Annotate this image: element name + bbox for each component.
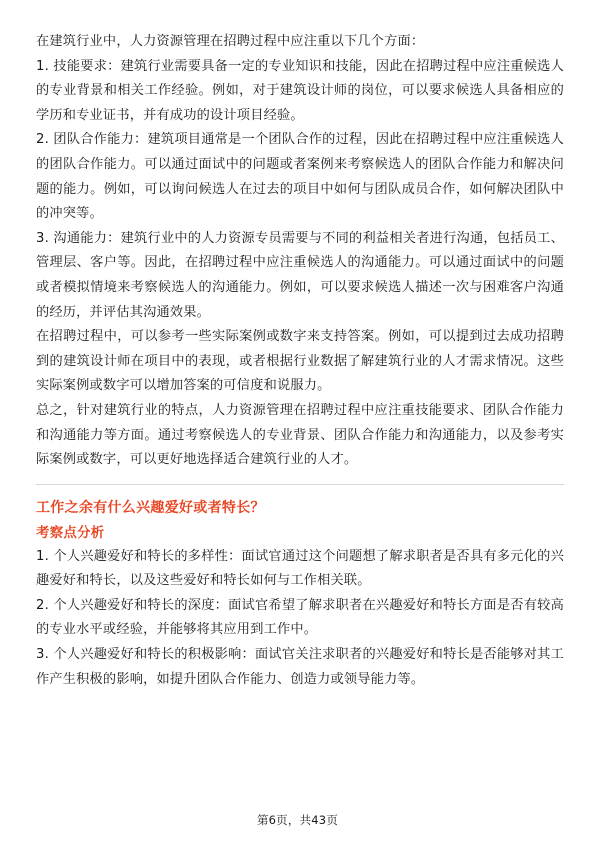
analysis-item: 1. 个人兴趣爱好和特长的多样性：面试官通过这个问题想了解求职者是否具有多元化的兴趣爱好和特长，以及这些爱好和特长如何与工作相关联。 bbox=[36, 548, 564, 589]
section-divider bbox=[36, 484, 564, 485]
point-skills-paragraph: 1. 技能要求：建筑行业需要具备一定的专业知识和技能，因此在招聘过程中应注重候选人的专业背景和相关工作经验。例如，对于建筑设计师的岗位，可以要求候选人具备相应的学历和专业证书，并有成功的设计项目经验。 bbox=[36, 58, 564, 123]
cases-paragraph: 在招聘过程中，可以参考一些实际案例或数字来支持答案。例如，可以提到过去成功招聘到的建筑设计师在项目中的表现，或者根据行业数据了解建筑行业的人才需求情况。这些实际案例或数字可以增加答案的可信度和说服力。 bbox=[36, 329, 564, 394]
point-communication-paragraph: 3. 沟通能力：建筑行业中的人力资源专员需要与不同的利益相关者进行沟通，包括员工、管理层、客户等。因此，在招聘过程中应注重候选人的沟通能力。可以通过面试中的问题或者模拟情境来考察候选人的沟通能力。例如，可以要求候选人描述一次与困难客户沟通的经历，并评估其沟通效果。 bbox=[36, 230, 564, 320]
summary-paragraph: 总之，针对建筑行业的特点，人力资源管理在招聘过程中应注重技能要求、团队合作能力和沟通能力等方面。通过考察候选人的专业背景、团队合作能力和沟通能力，以及参考实际案例或数字，可以更好地选择适合建筑行业的人才。 bbox=[36, 402, 564, 468]
page-number: 第6页，共43页 bbox=[256, 813, 339, 827]
point-teamwork-paragraph: 2. 团队合作能力：建筑项目通常是一个团队合作的过程，因此在招聘过程中应注重候选人的团队合作能力。可以通过面试中的问题或者案例来考察候选人的团队合作能力和解决问题的能力。例如，可以询问候选人在过去的项目中如何与团队成员合作，如何解决团队中的冲突等。 bbox=[36, 132, 564, 222]
analysis-item: 2. 个人兴趣爱好和特长的深度：面试官希望了解求职者在兴趣爱好和特长方面是否有较高的专业水平或经验，并能够将其应用到工作中。 bbox=[36, 597, 564, 638]
analysis-item: 3. 个人兴趣爱好和特长的积极影响：面试官关注求职者的兴趣爱好和特长是否能够对其工作产生积极的影响，如提升团队合作能力、创造力或领导能力等。 bbox=[36, 647, 564, 687]
question-heading: 工作之余有什么兴趣爱好或者特长？ bbox=[36, 499, 265, 516]
intro-paragraph: 在建筑行业中，人力资源管理在招聘过程中应注重以下几个方面： bbox=[36, 34, 425, 49]
document-page bbox=[36, 30, 564, 692]
analysis-heading: 考察点分析 bbox=[36, 525, 105, 541]
